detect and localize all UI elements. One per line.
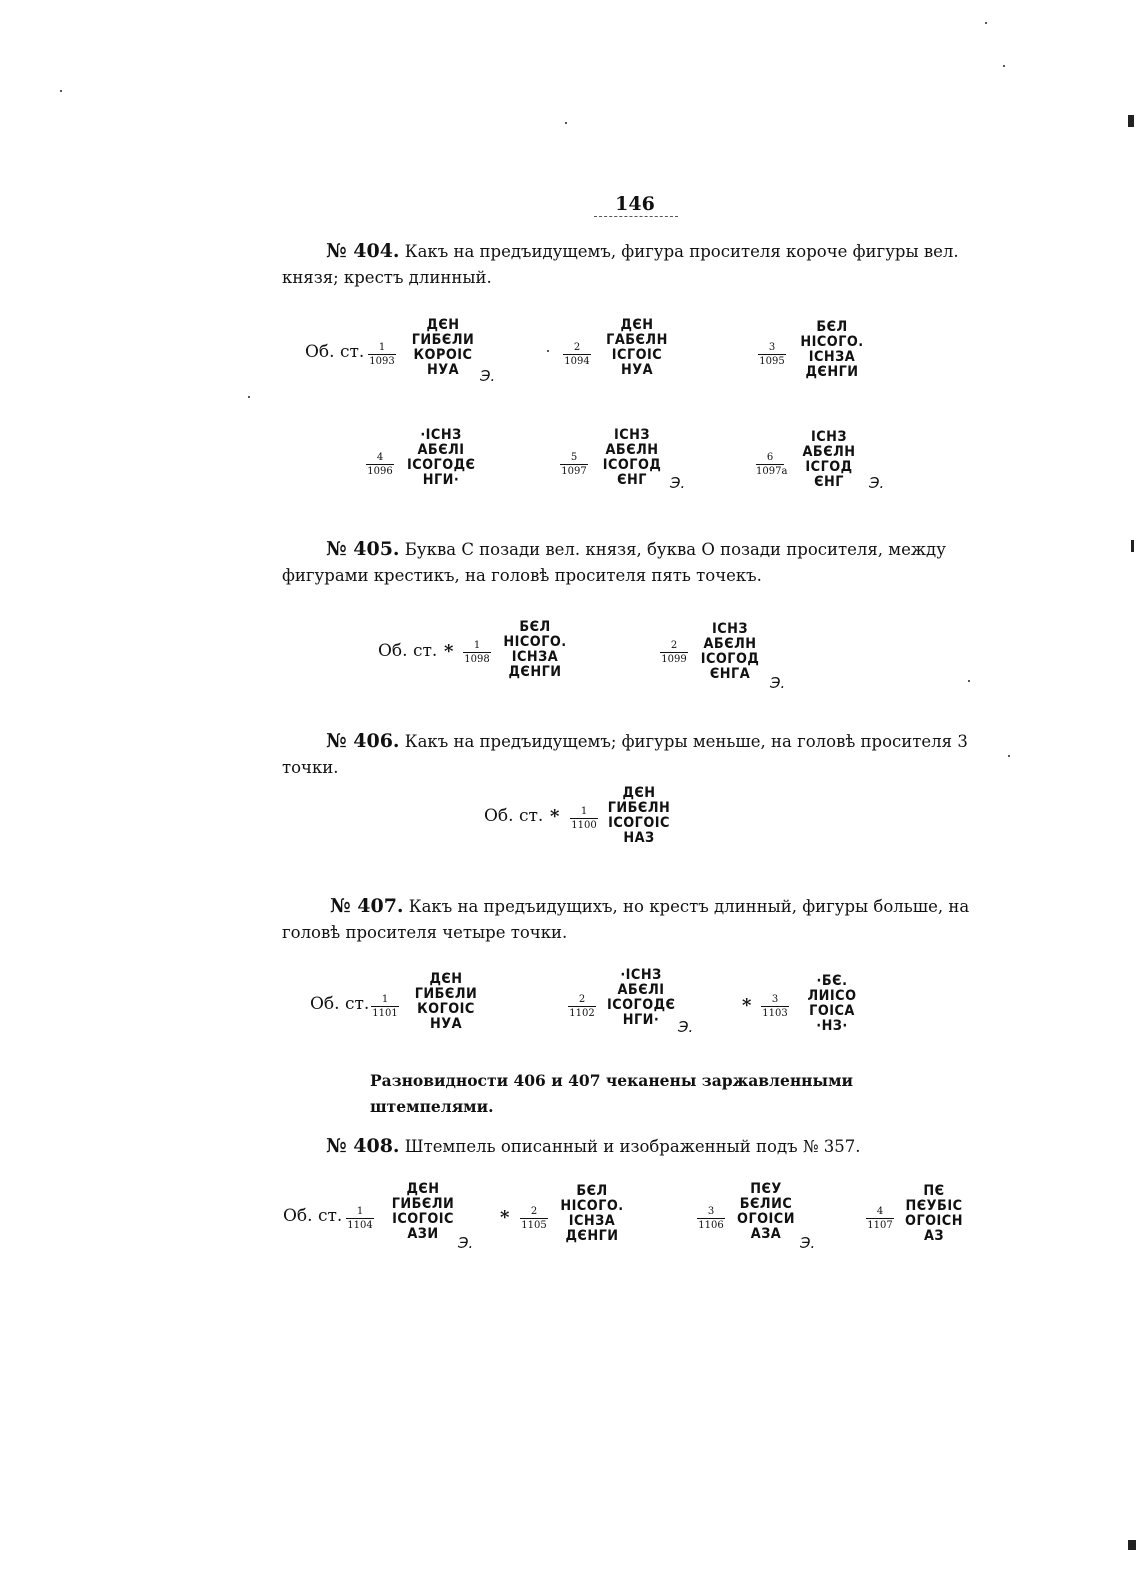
section-406: [282, 728, 990, 781]
coin-legend: ДЄН ГИБЄЛИ КОГОІС НУА: [414, 971, 478, 1032]
coin-legend: БЄЛ НІСОГО. ІСНЗА ДЄНГИ: [560, 1183, 624, 1244]
coin-fraction: $\frac{2}{1102}$: [569, 994, 595, 1019]
coin-fraction: $\frac{3}{1106}$: [698, 1206, 724, 1231]
e-mark: Э.: [869, 474, 885, 492]
section-404: [282, 238, 990, 291]
coin-legend: ·БЄ. ЛИІСО ГОІСА ·НЗ·: [807, 973, 857, 1034]
section-406-text: Какъ на предъидущемъ; фигуры меньше, на головѣ просителя 3 точки.: [282, 732, 968, 777]
section-405: [282, 536, 990, 589]
ob-st-label: Об. ст.: [310, 994, 370, 1014]
ob-st-label: Об. ст.: [378, 641, 438, 661]
section-404-number: № 404.: [326, 240, 400, 262]
section-407-number: № 407.: [330, 895, 404, 917]
coin-legend: ·ІСНЗ АБЄЛІ ІСОГОДЄ НГИ·: [606, 967, 676, 1028]
coin-fraction: $\frac{2}{1099}$: [661, 640, 687, 665]
note-406-407: Разновидности 406 и 407 чеканены заржавленными штемпелями.: [370, 1071, 854, 1116]
star-mark: *: [444, 641, 454, 662]
coin-legend: ДЄН ГАБЄЛН ІСГОІС НУА: [606, 317, 668, 378]
coin-fraction: $\frac{1}{1101}$: [372, 994, 398, 1019]
star-mark: *: [550, 806, 560, 827]
page-number: 146: [615, 193, 655, 215]
ob-st-label: Об. ст.: [283, 1206, 343, 1226]
e-mark: Э.: [670, 474, 686, 492]
coin-fraction: $\frac{6}{1097a}$: [756, 452, 788, 477]
coin-fraction: $\frac{1}{1098}$: [464, 640, 490, 665]
coin-fraction: $\frac{2}{1105}$: [521, 1206, 547, 1231]
section-408-number: № 408.: [326, 1135, 400, 1157]
e-mark: Э.: [678, 1018, 694, 1036]
coin-legend: ПЄ ПЄУБІС ОГОІСН АЗ: [905, 1183, 963, 1244]
page-number-rule: [594, 216, 678, 217]
coin-fraction: $\frac{2}{1094}$: [564, 342, 590, 367]
coin-legend: ІСНЗ АБЄЛН ІСОГОД ЄНГА: [700, 621, 760, 682]
coin-fraction: $\frac{3}{1095}$: [759, 342, 785, 367]
coin-legend: ДЄН ГИБЄЛИ ІСОГОІС АЗИ: [391, 1181, 455, 1242]
star-mark: *: [742, 995, 752, 1016]
section-405-number: № 405.: [326, 538, 400, 560]
coin-legend: ІСНЗ АБЄЛН ІСГОД ЄНГ: [802, 429, 856, 490]
coin-fraction: $\frac{1}{1100}$: [571, 806, 597, 831]
e-mark: Э.: [770, 674, 786, 692]
coin-fraction: $\frac{5}{1097}$: [561, 452, 587, 477]
coin-legend: ДЄН ГИБЄЛИ КОРОІС НУА: [411, 317, 475, 378]
section-408-text: Штемпель описанный и изображенный подъ № 357.: [404, 1137, 861, 1156]
e-mark: Э.: [458, 1234, 474, 1252]
section-404-text: Какъ на предъидущемъ, фигура просителя короче фигуры вел. князя; крестъ длинный.: [282, 242, 959, 287]
e-mark: Э.: [480, 367, 496, 385]
coin-fraction: $\frac{1}{1104}$: [347, 1206, 373, 1231]
star-mark: *: [500, 1207, 510, 1228]
section-408: [326, 1133, 990, 1160]
coin-legend: ДЄН ГИБЄЛН ІСОГОІС НАЗ: [607, 785, 671, 846]
coin-legend: ІСНЗ АБЄЛН ІСОГОД ЄНГ: [602, 427, 662, 488]
section-406-number: № 406.: [326, 730, 400, 752]
coin-legend: БЄЛ НІСОГО. ІСНЗА ДЄНГИ: [800, 319, 864, 380]
coin-fraction: $\frac{1}{1093}$: [369, 342, 395, 367]
section-407-text: Какъ на предъидущихъ, но крестъ длинный, фигуры больше, на головѣ просителя четыре точки.: [282, 897, 970, 942]
coin-legend: БЄЛ НІСОГО. ІСНЗА ДЄНГИ: [503, 619, 567, 680]
ob-st-label: Об. ст.: [305, 342, 365, 362]
coin-fraction: $\frac{3}{1103}$: [762, 994, 788, 1019]
e-mark: Э.: [800, 1234, 816, 1252]
section-407: [282, 893, 990, 946]
coin-legend: ·ІСНЗ АБЄЛІ ІСОГОДЄ НГИ·: [406, 427, 476, 488]
section-405-text: Буква C позади вел. князя, буква O позади просителя, между фигурами крестикъ, на головѣ просителя пять точекъ.: [282, 540, 946, 585]
coin-fraction: $\frac{4}{1107}$: [867, 1206, 893, 1231]
coin-legend: ПЄУ БЄЛИС ОГОІСИ АЗА: [737, 1181, 795, 1242]
ob-st-label: Об. ст.: [484, 806, 544, 826]
coin-fraction: $\frac{4}{1096}$: [367, 452, 393, 477]
